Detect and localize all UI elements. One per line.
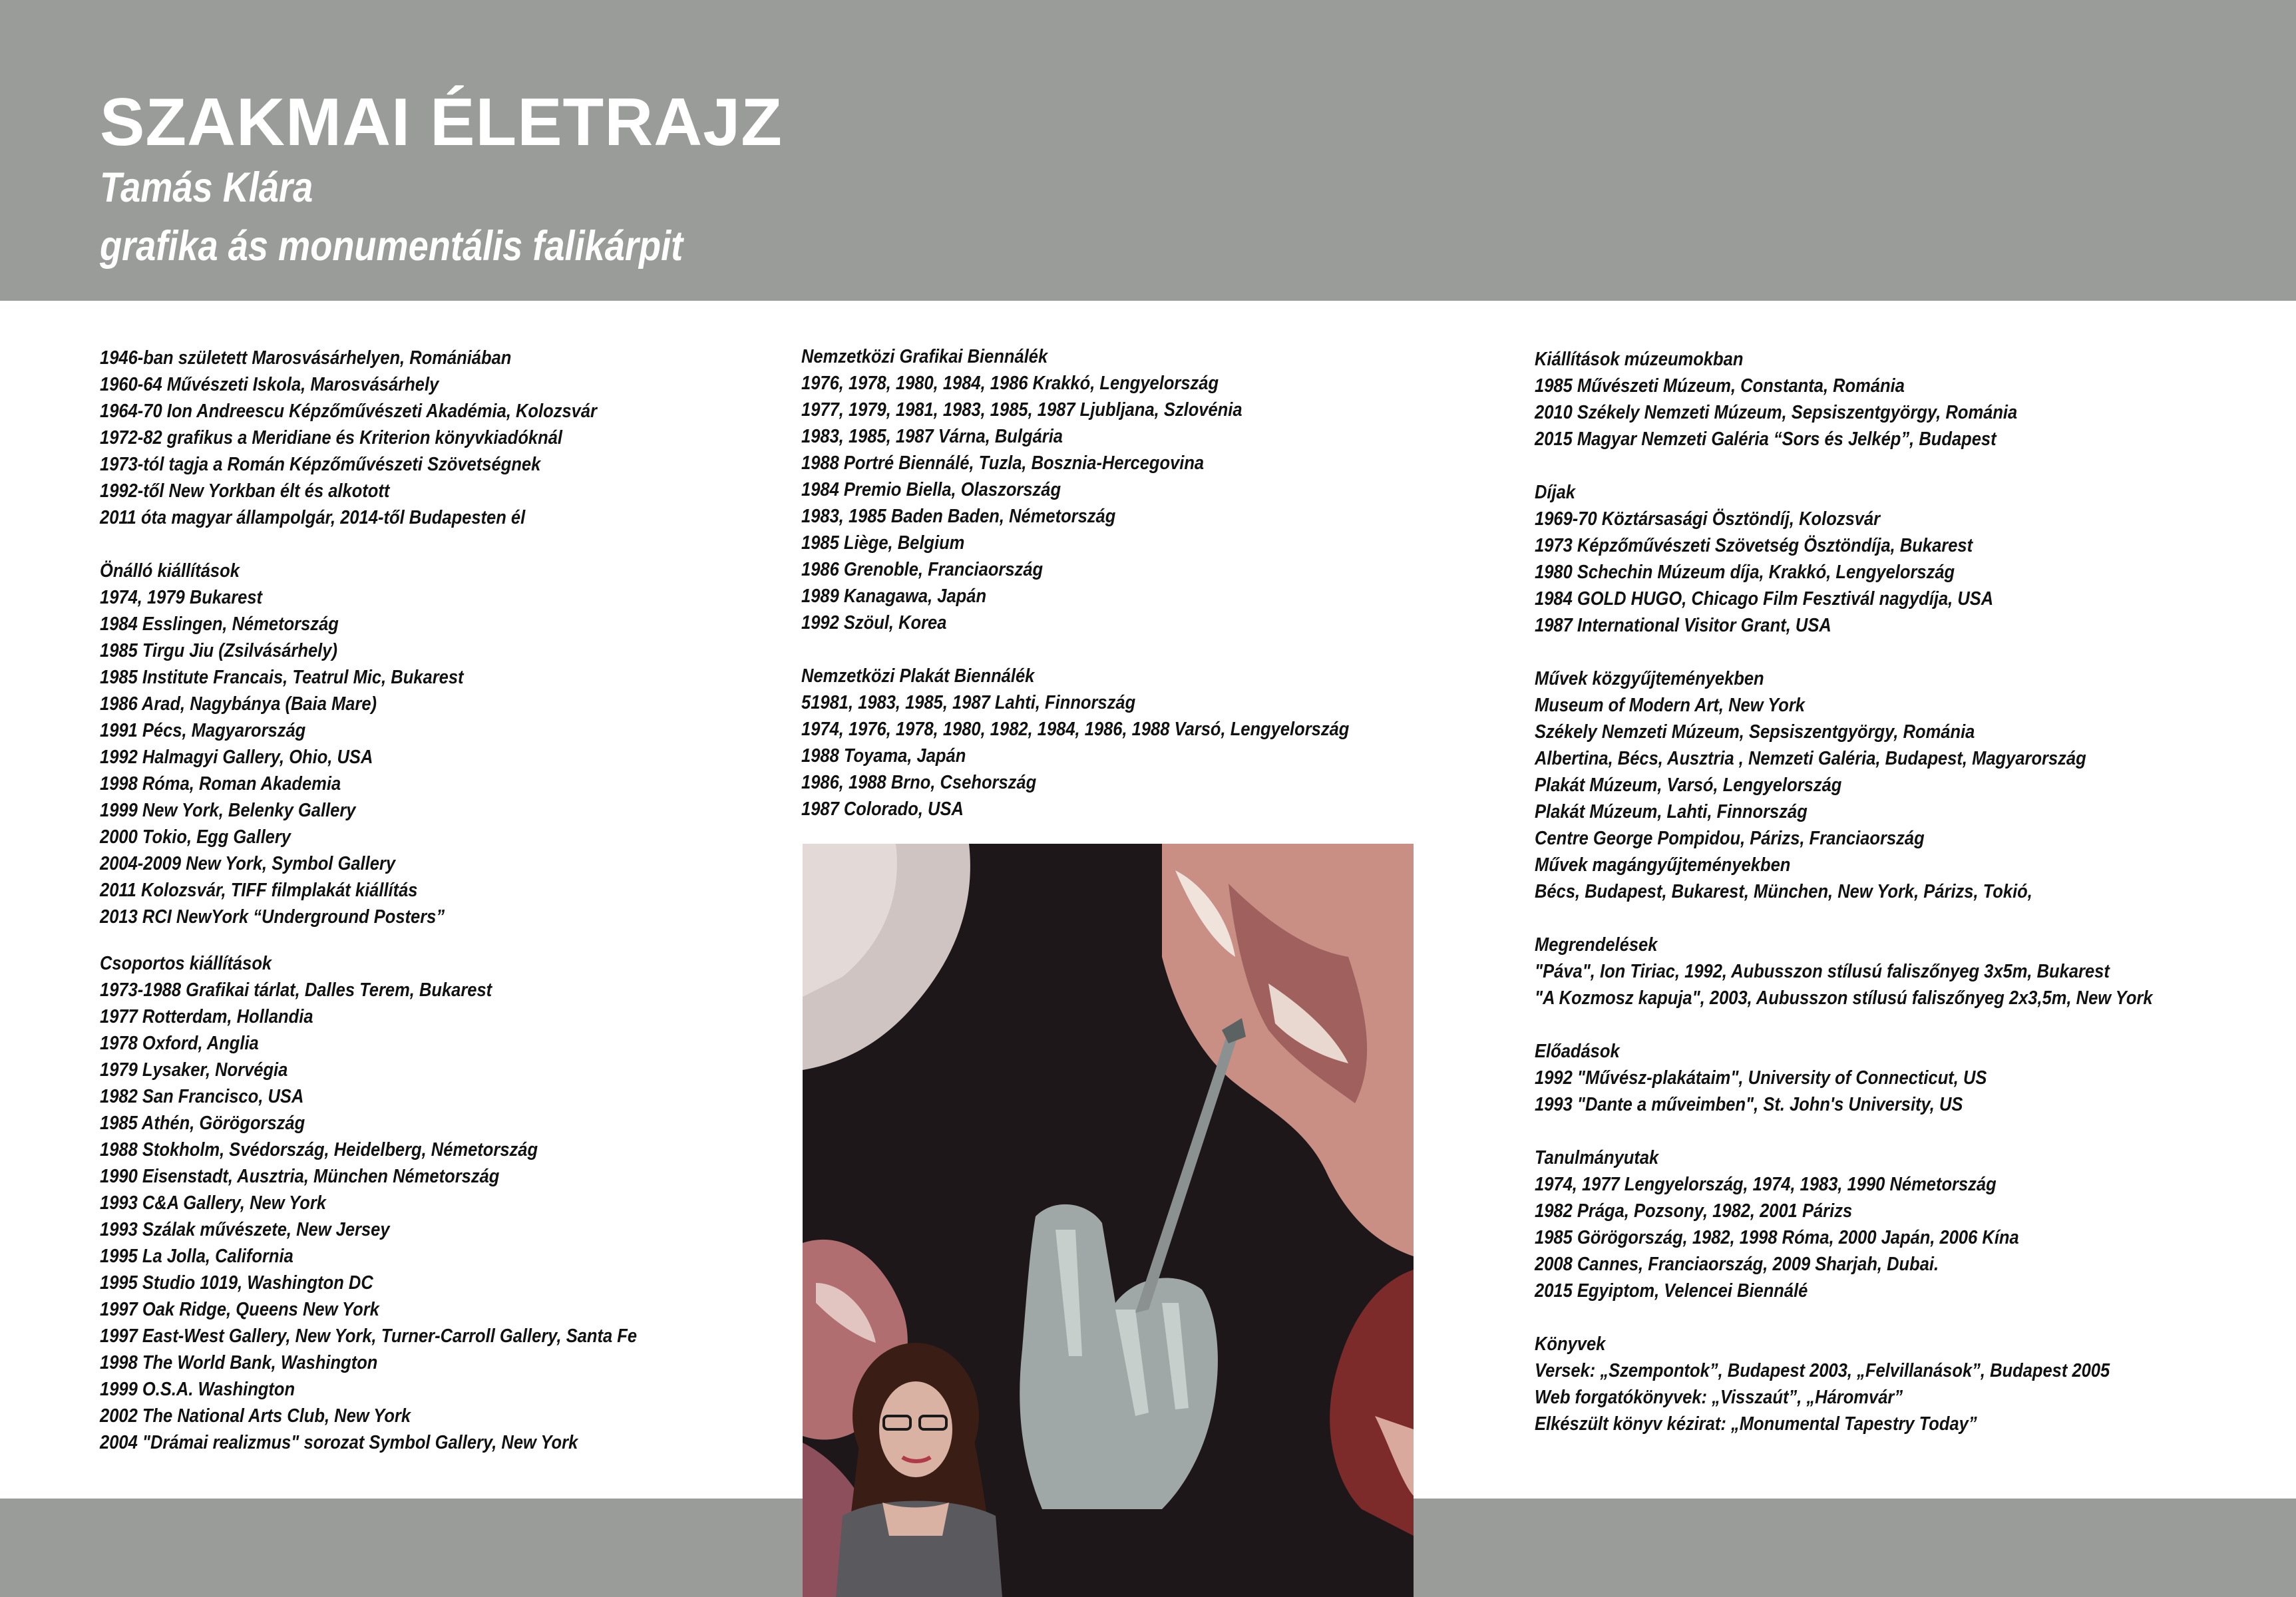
subtitle	[100, 158, 683, 275]
list-item: Plakát Múzeum, Lahti, Finnország	[1535, 801, 1808, 822]
list-item: 1974, 1979 Bukarest	[100, 587, 263, 608]
list-item: 2011 óta magyar állampolgár, 2014-től Budapesten él	[100, 507, 526, 528]
list-item: 1973-1988 Grafikai tárlat, Dalles Terem, Bukarest	[100, 979, 492, 1001]
section	[1535, 1145, 2153, 1304]
section-heading: Könyvek	[1535, 1333, 1606, 1355]
list-item: 2013 RCI NewYork “Underground Posters”	[100, 906, 445, 928]
section-heading: Előadások	[1535, 1041, 1620, 1062]
list-item: 1992 Halmagyi Gallery, Ohio, USA	[100, 747, 373, 768]
list-item: 1972-82 grafikus a Meridiane és Kriterion könyvkiadóknál	[100, 427, 563, 448]
list-item: 2008 Cannes, Franciaország, 2009 Sharjah, Dubai.	[1535, 1254, 1939, 1275]
section	[801, 343, 1349, 636]
subtitle-discipline: grafika ás monumentális falikárpit	[100, 223, 683, 269]
list-item: 1988 Portré Biennálé, Tuzla, Bosznia-Hercegovina	[801, 452, 1205, 474]
list-item: 1992-től New Yorkban élt és alkotott	[100, 480, 390, 502]
list-item: 1980 Schechin Múzeum díja, Krakkó, Lengyelország	[1535, 562, 1955, 583]
list-item: 1985 Institute Francais, Teatrul Mic, Bukarest	[100, 667, 464, 688]
list-item: 1946-ban született Marosvásárhelyen, Romániában	[100, 347, 512, 369]
list-item: Albertina, Bécs, Ausztria , Nemzeti Galéria, Budapest, Magyarország	[1535, 748, 2086, 769]
list-item: 1977 Rotterdam, Hollandia	[100, 1006, 313, 1027]
list-item: 2010 Székely Nemzeti Múzeum, Sepsiszentgyörgy, Románia	[1535, 402, 2018, 423]
list-item: 1983, 1985, 1987 Várna, Bulgária	[801, 426, 1063, 447]
list-item: 1997 Oak Ridge, Queens New York	[100, 1299, 379, 1320]
list-item: 1973-tól tagja a Román Képzőművészeti Szövetségnek	[100, 454, 541, 475]
section-heading: Csoportos kiállítások	[100, 953, 272, 974]
list-item: 2002 The National Arts Club, New York	[100, 1405, 411, 1427]
column-right	[1535, 346, 2153, 1464]
list-item: 2000 Tokio, Egg Gallery	[100, 826, 291, 848]
list-item: "Páva", Ion Tiriac, 1992, Aubusszon stílusú faliszőnyeg 3x5m, Bukarest	[1535, 961, 2110, 982]
list-item: 1987 International Visitor Grant, USA	[1535, 615, 1831, 636]
list-item: 2015 Magyar Nemzeti Galéria “Sors és Jelkép”, Budapest	[1535, 429, 1997, 450]
list-item: Művek magángyűjteményekben	[1535, 854, 1791, 876]
list-item: 1989 Kanagawa, Japán	[801, 586, 987, 607]
list-item: 1985 Görögország, 1982, 1998 Róma, 2000 Japán, 2006 Kína	[1535, 1227, 2019, 1248]
list-item: Elkészült könyv kézirat: „Monumental Tapestry Today”	[1535, 1413, 1977, 1435]
list-item: 2004-2009 New York, Symbol Gallery	[100, 853, 396, 874]
section	[100, 558, 637, 930]
list-item: 1969-70 Köztársasági Ösztöndíj, Kolozsvár	[1535, 508, 1881, 530]
subtitle-name: Tamás Klára	[100, 164, 313, 211]
section	[100, 345, 637, 531]
column-left	[100, 345, 637, 1483]
list-item: 2011 Kolozsvár, TIFF filmplakát kiállítás	[100, 880, 418, 901]
list-item: 1964-70 Ion Andreescu Képzőművészeti Akadémia, Kolozsvár	[100, 401, 597, 422]
list-item: 1978 Oxford, Anglia	[100, 1033, 259, 1054]
list-item: 1988 Toyama, Japán	[801, 745, 966, 767]
list-item: 1983, 1985 Baden Baden, Németország	[801, 506, 1116, 527]
list-item: 1985 Athén, Görögország	[100, 1113, 305, 1134]
list-item: 1991 Pécs, Magyarország	[100, 720, 306, 741]
list-item: 1998 Róma, Roman Akademia	[100, 773, 341, 795]
list-item: Web forgatókönyvek: „Visszaút”, „Háromvár”	[1535, 1387, 1903, 1408]
artist-portrait-photo	[803, 844, 1414, 1597]
section-heading: Nemzetközi Grafikai Biennálék	[801, 346, 1048, 367]
list-item: 1984 Premio Biella, Olaszország	[801, 479, 1061, 500]
section	[100, 950, 637, 1456]
section	[1535, 1038, 2153, 1118]
list-item: 1985 Művészeti Múzeum, Constanta, Románia	[1535, 375, 1905, 397]
column-middle	[801, 343, 1349, 849]
section	[1535, 479, 2153, 639]
list-item: 1987 Colorado, USA	[801, 798, 964, 820]
list-item: 1974, 1976, 1978, 1980, 1982, 1984, 1986, 1988 Varsó, Lengyelország	[801, 719, 1350, 740]
section	[1535, 346, 2153, 452]
list-item: 1999 New York, Belenky Gallery	[100, 800, 356, 821]
list-item: 1982 Prága, Pozsony, 1982, 2001 Párizs	[1535, 1200, 1853, 1222]
list-item: 1999 O.S.A. Washington	[100, 1379, 295, 1400]
section-heading: Díjak	[1535, 482, 1576, 503]
section-heading: Nemzetközi Plakát Biennálék	[801, 665, 1035, 687]
list-item: Centre George Pompidou, Párizs, Franciaország	[1535, 828, 1925, 849]
list-item: 1995 Studio 1019, Washington DC	[100, 1272, 373, 1294]
list-item: 1992 Szöul, Korea	[801, 612, 947, 633]
list-item: 1986, 1988 Brno, Csehország	[801, 772, 1037, 793]
list-item: Versek: „Szempontok”, Budapest 2003, „Felvillanások”, Budapest 2005	[1535, 1360, 2110, 1381]
list-item: 1993 "Dante a műveimben", St. John's University, US	[1535, 1094, 1963, 1115]
list-item: 1988 Stokholm, Svédország, Heidelberg, Németország	[100, 1139, 538, 1160]
list-item: 1986 Grenoble, Franciaország	[801, 559, 1044, 580]
list-item: Bécs, Budapest, Bukarest, München, New York, Párizs, Tokió,	[1535, 881, 2032, 902]
list-item: 1997 East-West Gallery, New York, Turner-Carroll Gallery, Santa Fe	[100, 1326, 638, 1347]
list-item: 1993 C&A Gallery, New York	[100, 1192, 326, 1214]
list-item: 1960-64 Művészeti Iskola, Marosvásárhely	[100, 374, 439, 395]
list-item: 1992 "Művész-plakátaim", University of Connecticut, US	[1535, 1067, 1987, 1089]
page-title: SZAKMAI ÉLETRAJZ	[100, 85, 783, 160]
list-item: 1985 Liège, Belgium	[801, 532, 965, 554]
list-item: 1982 San Francisco, USA	[100, 1086, 304, 1107]
section	[1535, 932, 2153, 1011]
section	[1535, 1331, 2153, 1437]
list-item: 1990 Eisenstadt, Ausztria, München Németország	[100, 1166, 500, 1187]
list-item: Museum of Modern Art, New York	[1535, 695, 1806, 716]
section-heading: Tanulmányutak	[1535, 1147, 1659, 1168]
list-item: 2015 Egyiptom, Velencei Biennálé	[1535, 1280, 1808, 1302]
list-item: "A Kozmosz kapuja", 2003, Aubusszon stílusú faliszőnyeg 2x3,5m, New York	[1535, 987, 2153, 1009]
list-item: 1976, 1978, 1980, 1984, 1986 Krakkó, Lengyelország	[801, 373, 1219, 394]
list-item: 1998 The World Bank, Washington	[100, 1352, 378, 1373]
list-item: 1984 GOLD HUGO, Chicago Film Fesztivál nagydíja, USA	[1535, 588, 1994, 610]
list-item: 2004 "Drámai realizmus" sorozat Symbol Gallery, New York	[100, 1432, 578, 1453]
section-heading: Megrendelések	[1535, 934, 1658, 956]
list-item: 1973 Képzőművészeti Szövetség Ösztöndíja, Bukarest	[1535, 535, 1973, 556]
list-item: 51981, 1983, 1985, 1987 Lahti, Finnország	[801, 692, 1136, 713]
section	[1535, 665, 2153, 905]
section-heading: Kiállítások múzeumokban	[1535, 349, 1744, 370]
list-item: 1993 Szálak művészete, New Jersey	[100, 1219, 390, 1240]
list-item: Székely Nemzeti Múzeum, Sepsiszentgyörgy, Románia	[1535, 721, 1975, 743]
list-item: 1979 Lysaker, Norvégia	[100, 1059, 288, 1081]
list-item: 1985 Tirgu Jiu (Zsilvásárhely)	[100, 640, 337, 661]
section	[801, 663, 1349, 822]
section-heading: Önálló kiállítások	[100, 560, 240, 582]
list-item: 1986 Arad, Nagybánya (Baia Mare)	[100, 693, 377, 715]
list-item: 1984 Esslingen, Németország	[100, 614, 339, 635]
list-item: 1995 La Jolla, California	[100, 1246, 293, 1267]
list-item: Plakát Múzeum, Varsó, Lengyelország	[1535, 775, 1842, 796]
list-item: 1977, 1979, 1981, 1983, 1985, 1987 Ljubljana, Szlovénia	[801, 399, 1243, 421]
list-item: 1974, 1977 Lengyelország, 1974, 1983, 1990 Németország	[1535, 1174, 1997, 1195]
section-heading: Művek közgyűjteményekben	[1535, 668, 1764, 689]
